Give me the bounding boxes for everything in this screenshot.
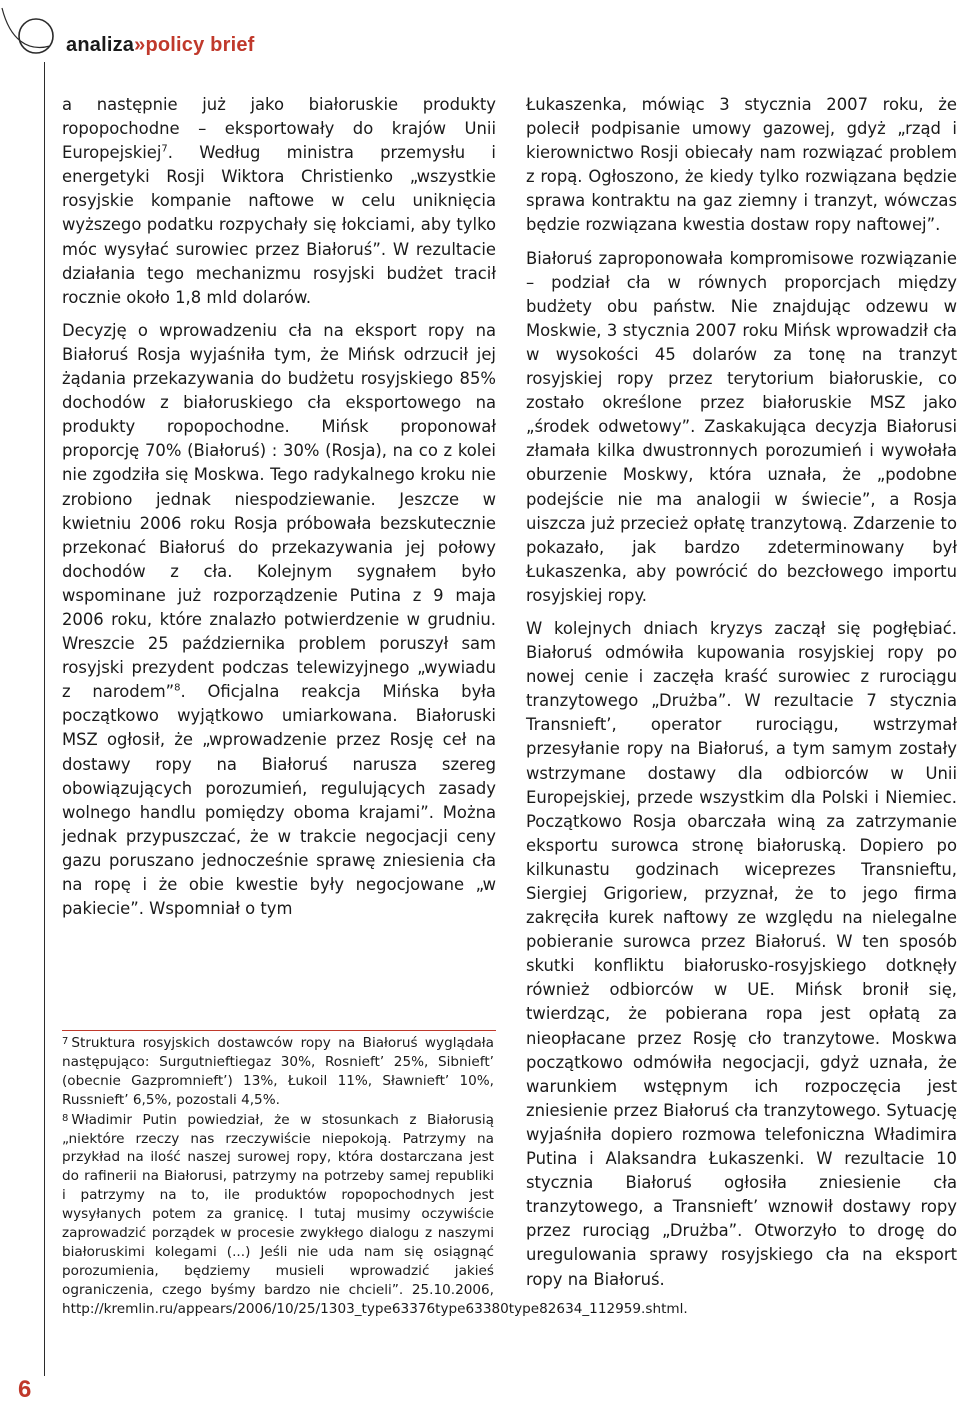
paragraph: Łukaszenka, mówiąc 3 stycznia 2007 roku, że polecił podpisanie umowy gazowej, gdyż „rząd i kierownictwo Rosji obiecały nam rozwiązać problem z ropą. Ogłoszono, że kiedy tylko rozwiązana będzie sprawa kontraktu na gaz ziemny i tranzyt, wówczas będzie rozwiązana kwestia dostaw ropy naftowej”. (526, 95, 957, 235)
footnote-divider (62, 1030, 496, 1031)
paragraph: W kolejnych dniach kryzys zaczął się pogłębiać. Białoruś odmówiła kupowania rosyjskiej ropy po nowej cenie i zaczęła kraść surowiec z rurociągu tranzytowego „Drużba”. W rezultacie 7 stycznia Transnieft’, operator rurociągu, wstrzymał przesyłanie ropy na Białoruś, a tym samym zostały wstrzymane dostawy dla odbiorców w Unii Europejskiej, przede wszystkim dla Polski i Niemiec. Początkowo Rosja obarczała winą za zatrzymanie eksportu surowca stronę białoruską. Dopiero po kilkunastu godzinach wiceprezes Transnieftu, Siergiej Grigoriew, przyznał, że to jego firma zakręciła kurek naftowy ze względu na nielegalne pobieranie surowca przez Białoruś. W ten sposób skutki konfliktu białorusko-rosyjskiego dotknęły również odbiorców w UE. Mińsk bronił się, twierdząc, że pobierana ropa jest opłatą za nieopłacane przez Rosję cło tranzytowe. Moskwa początkowo odmówiła negocjacji, gdyż uznała, że warunkiem wstępnym ich rozpoczęcia jest zniesienie przez Białoruś cła tranzytowego. Sytuację wyjaśniła dopiero rozmowa telefoniczna Władimira Putina i Alaksandra Łukaszenki. W rezultacie 10 stycznia Białoruś ogłosiła zniesienie cła tranzytowego, a Transnieft’ wznowił dostawy ropy przez rurociąg „Drużba”. Otworzyło to drogę do uregulowania sprawy rosyjskiego cła na eksport ropy na Białoruś. (526, 618, 957, 1289)
paragraph: a następnie już jako białoruskie produkty ropopochodne – eksportowały do krajów Unii Europejskiej$^7$. Według ministra przemysłu i energetyki Rosji Wiktora Christienko „wszystkie rosyjskie kompanie naftowe w celu uniknięcia wyższego podatku rozpychały się łokciami, aby tylko móc wysyłać surowiec przez Białoruś”. W rezultacie działania tego mechanizmu rosyjski budżet tracił rocznie około 1,8 mld dolarów. (62, 95, 496, 307)
footnote-number: 8 (62, 1112, 69, 1124)
brand-marker: » (134, 34, 146, 56)
paragraph: Decyzję o wprowadzeniu cła na eksport ropy na Białoruś Rosja wyjaśniła tym, że Mińsk odrzucił jej żądania przekazywania do budżetu rosyjskiego 85% dochodów z białoruskiego cła eksportowego na produkty ropopochodne. Mińsk proponował proporcję 70% (Białoruś) : 30% (Rosja), na co z kolei nie zgodziła się Moskwa. Tego radykalnego kroku nie zrobiono jednak niespodziewanie. Jeszcze w kwietniu 2006 roku Rosja próbowała bezskutecznie przekonać Białoruś do przekazywania jej połowy dochodów z cła. Kolejnym sygnałem było wspominane już rozporządzenie Putina z 9 maja 2006 roku, które znalazło potwierdzenie w grudniu. Wreszcie 25 października problem poruszył sam rosyjski prezydent podczas telewizyjnego „wywiadu z narodem”$^8$. Oficjalna reakcja Mińska była początkowo wyjątkowo umiarkowana. Białoruski MSZ ogłosił, że „wprowadzenie przez Rosję ceł na dostawy ropy na Białoruś narusza szereg obowiązujących porozumień, regulujących zasady wolnego handlu pomiędzy oboma krajami”. Można jednak przypuszczać, że w trakcie negocjacji ceny gazu poruszano jednocześnie sprawę zniesienia cła na ropę i że obie kwestie były negocjowane „w pakiecie”. Wspomniał o tym (62, 320, 496, 919)
side-divider (44, 62, 45, 1376)
footnote-ref[interactable]: 7 (161, 143, 168, 155)
brand-main: analiza (66, 34, 135, 56)
publication-brand (66, 34, 255, 57)
footnote-text: Władimir Putin powiedział, że w stosunkach z Białorusią „niektóre rzeczy nas rzeczywiście niepokoją. Patrzymy na przykład na ilość naszej surowej ropy, która dostarczana jest do rafinerii na Białorusi, patrzymy na potrzeby samej republiki i patrzymy na to, ile produktów ropopochodnych jest wysyłanych potem za granicę. I tutaj musimy oczywiście zaprowadzić porządek w procesie zwykłego dialogu z naszymi białoruskimi kolegami (...) Jeśli nie uda nam się osiągnąć porozumienia, będziemy musieli wprowadzić jakieś ograniczenia, czego byśmy bardzo nie chcieli”. 25.10.2006, http://kremlin.ru/appears/2006/10/25/1303_type63376type63380type82634_112959.shtml. (62, 1111, 688, 1317)
footnote-text: Struktura rosyjskich dostawców ropy na Białoruś wyglądała następująco: Surgutnieftiegaz 30%, Rosnieft’ 25%, Sibnieft’ (obecnie Gazpromnieft’) 13%, Łukoil 11%, Sławnieft’ 10%, Russnieft’ 6,5%, pozostali 4,5%. (62, 1035, 494, 1108)
brand-section: policy brief (145, 34, 255, 56)
footnote-number: 7 (62, 1036, 69, 1047)
left-column (62, 93, 496, 921)
footnote-ref[interactable]: 8 (174, 682, 181, 694)
right-column (526, 93, 957, 1292)
paragraph: Białoruś zaproponowała kompromisowe rozwiązanie – podział cła w równych proporcjach między budżety obu państw. Nie znajdując odzewu w Moskwie, 3 stycznia 2007 roku Mińsk wprowadził cła w wysokości 45 dolarów za tonę na tranzyt rosyjskiej ropy przez terytorium białoruskie, co zostało określone przez białoruskie MSZ jako „środek odwetowy”. Zaskakująca decyzja Białorusi złamała kilka dwustronnych porozumień i wywołała oburzenie Moskwy, która uznała, że „podobne podejście nie ma analogii w świecie”, a Rosja uiszcza już przecież opłatę tranzytową. Zdarzenie to pokazało, jak bardzo zdeterminowany był Łukaszenka, aby powrócić do bezcłowego importu rosyjskiej ropy. (526, 248, 957, 605)
logo-circle-icon (0, 0, 70, 60)
footnotes (62, 1033, 688, 1319)
footnote (62, 1110, 688, 1319)
page-number: 6 (18, 1376, 32, 1403)
footnote (62, 1033, 494, 1110)
